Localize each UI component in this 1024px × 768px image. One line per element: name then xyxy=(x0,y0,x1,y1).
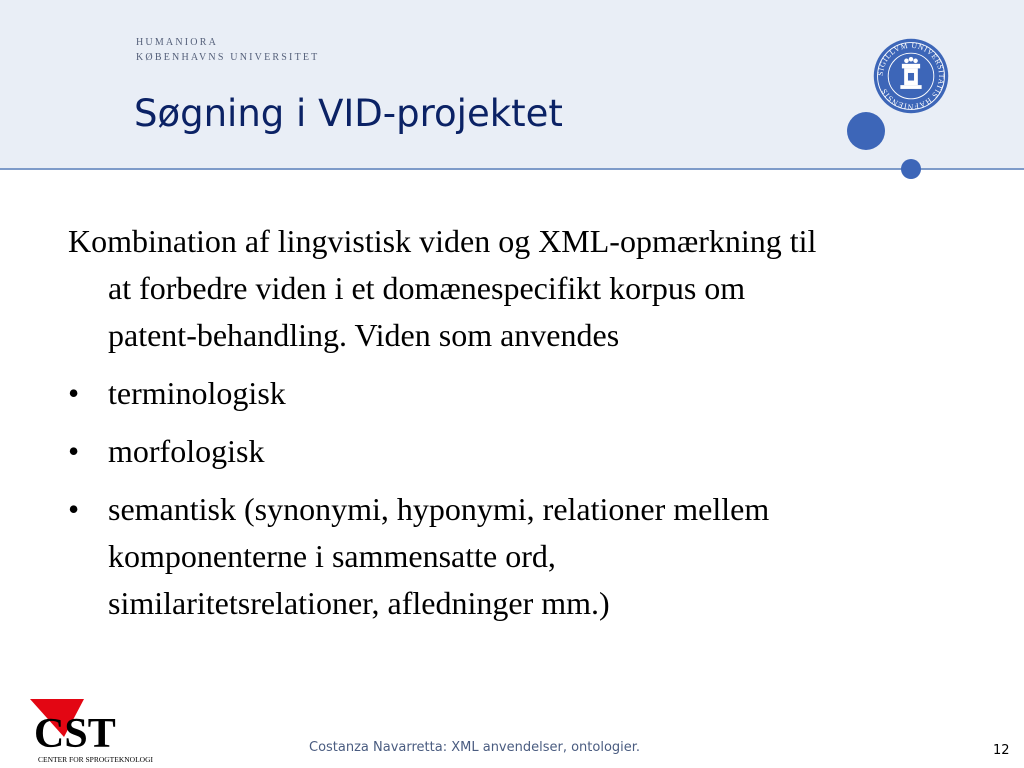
bullet-item-morfologisk xyxy=(68,428,828,475)
university-seal-icon xyxy=(873,38,949,114)
slide-title: Søgning i VID-projektet xyxy=(134,92,563,135)
footer-caption: Costanza Navarretta: XML anvendelser, ontologier. xyxy=(309,740,641,755)
slide-body xyxy=(68,218,828,627)
decorative-dot-large xyxy=(847,112,885,150)
institution-line-1: HUMANIORA xyxy=(136,37,219,48)
bullet-text: morfologisk xyxy=(108,433,265,469)
seal-text: SIGILLVM UNIVERSITATIS HAFNIENSIS xyxy=(875,40,947,112)
bullet-text: terminologisk xyxy=(108,375,286,411)
bullet-list xyxy=(68,370,828,627)
page-number: 12 xyxy=(993,743,1010,758)
decorative-dot-small xyxy=(901,159,921,179)
logo-subtext: CENTER FOR SPROGTEKNOLOGI xyxy=(38,755,154,764)
bullet-marker: • xyxy=(68,375,80,411)
bullet-item-semantisk xyxy=(68,486,828,627)
bullet-marker: • xyxy=(68,491,80,527)
cst-logo xyxy=(26,697,172,767)
bullet-item-terminologisk xyxy=(68,370,828,417)
bullet-marker: • xyxy=(68,433,80,469)
bullet-text: semantisk (synonymi, hyponymi, relationer mellem komponenterne i sammensatte ord, similaritetsrelationer, afledninger mm.) xyxy=(108,491,770,621)
institution-line-2: KØBENHAVNS UNIVERSITET xyxy=(136,52,320,63)
header-divider xyxy=(0,168,1024,170)
logo-text: CST xyxy=(34,711,116,757)
intro-paragraph: Kombination af lingvistisk viden og XML-opmærkning til at forbedre viden i et domænespecifikt korpus om patent-behandling. Viden som anvendes xyxy=(68,223,817,353)
